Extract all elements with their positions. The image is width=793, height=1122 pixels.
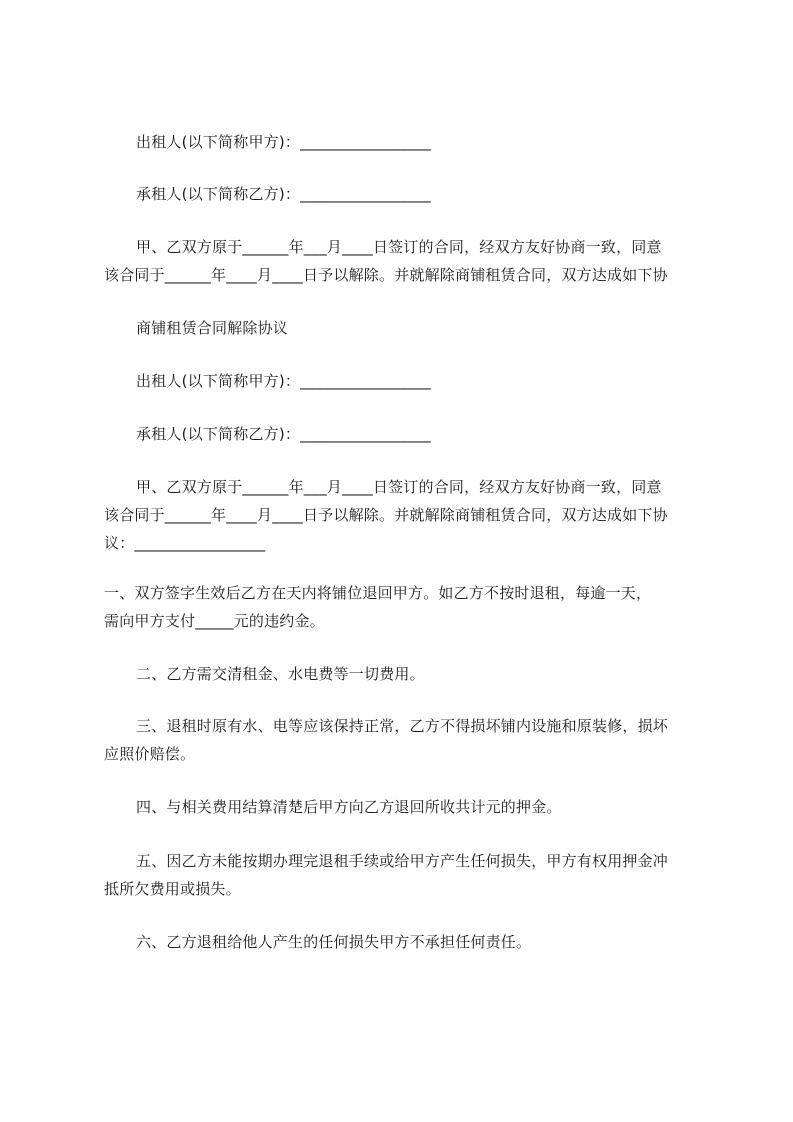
clause-1-line: 需向甲方支付_____元的违约金。 xyxy=(104,612,325,630)
paragraph-line: 该合同于______年____月____日予以解除。并就解除商铺租赁合同，双方达成如下协 xyxy=(104,506,668,524)
clause-4: 四、与相关费用结算清楚后甲方向乙方退回所收共计元的押金。 xyxy=(136,798,562,816)
clause-3-line: 应照价赔偿。 xyxy=(104,745,196,763)
clause-5-line: 五、因乙方未能按期办理完退租手续或给甲方产生任何损失，甲方有权用押金冲 xyxy=(136,852,669,870)
lessee-line: 承租人(以下简称乙方)：_________________ xyxy=(136,185,432,203)
paragraph-line: 议：_________________ xyxy=(104,534,266,552)
clause-5-line: 抵所欠费用或损失。 xyxy=(104,880,241,898)
lessor-line: 出租人(以下简称甲方)：_________________ xyxy=(136,133,432,151)
paragraph-line: 甲、乙双方原于______年___月____日签订的合同，经双方友好协商一致，同意 xyxy=(136,238,662,256)
clause-6: 六、乙方退租给他人产生的任何损失甲方不承担任何责任。 xyxy=(136,933,532,951)
paragraph-line: 甲、乙双方原于______年___月____日签订的合同，经双方友好协商一致，同意 xyxy=(136,478,662,496)
clause-3-line: 三、退租时原有水、电等应该保持正常，乙方不得损坏铺内设施和原装修，损坏 xyxy=(136,717,669,735)
lessee-line: 承租人(以下简称乙方)：_________________ xyxy=(136,425,432,443)
clause-2: 二、乙方需交清租金、水电费等一切费用。 xyxy=(136,665,425,683)
clause-1-line: 一、双方签字生效后乙方在天内将铺位退回甲方。如乙方不按时退租，每逾一天， xyxy=(104,584,652,602)
document-title: 商铺租赁合同解除协议 xyxy=(136,319,289,337)
paragraph-line: 该合同于______年____月____日予以解除。并就解除商铺租赁合同，双方达成如下协 xyxy=(104,266,668,284)
lessor-line: 出租人(以下简称甲方)：_________________ xyxy=(136,372,432,390)
